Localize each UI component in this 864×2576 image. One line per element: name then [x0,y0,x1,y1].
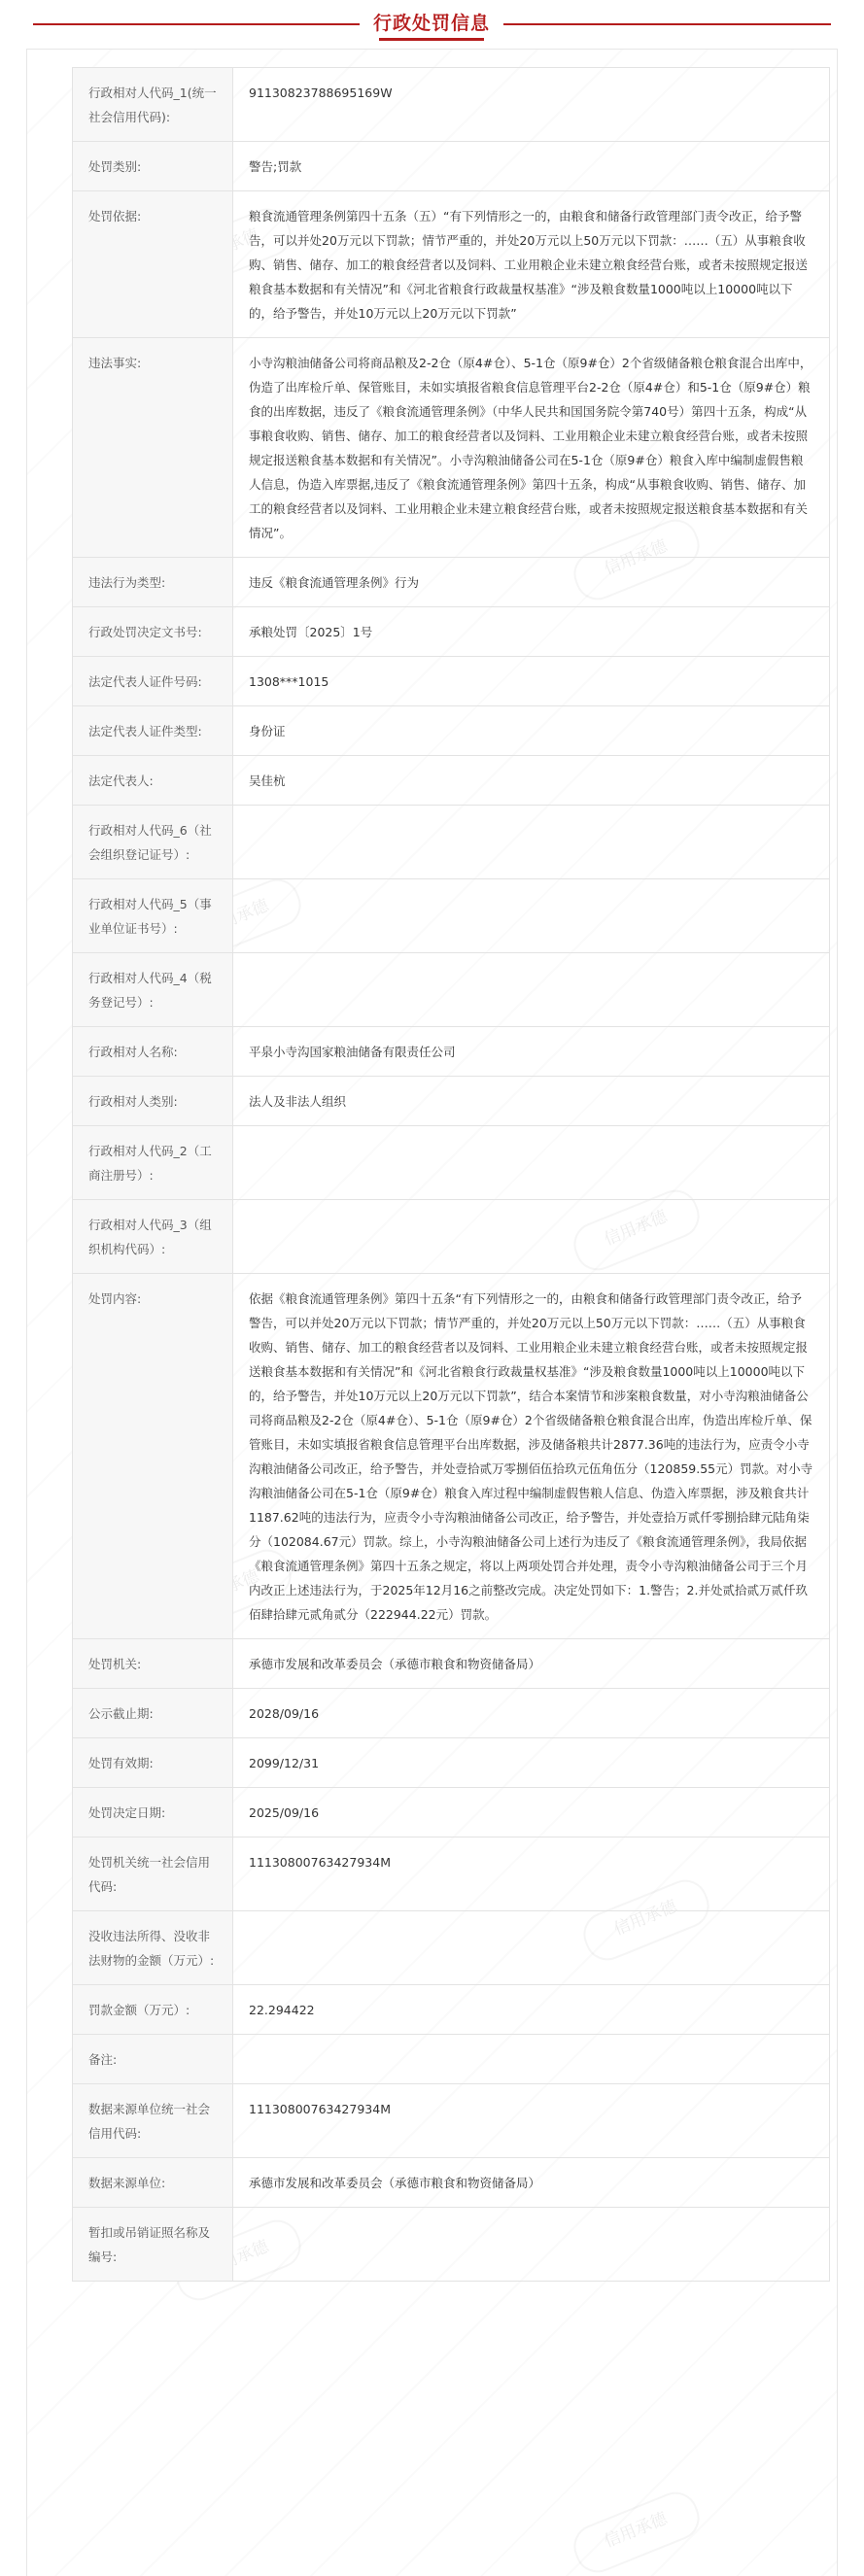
field-label: 行政相对人代码_6（社会组织登记证号）: [73,806,233,879]
field-label: 行政相对人代码_4（税务登记号）: [73,953,233,1027]
field-value: 承德市发展和改革委员会（承德市粮食和物资储备局） [233,1639,830,1689]
field-value: 1308***1015 [233,657,830,706]
watermark-stamp: 信用承德 [568,2486,707,2576]
field-value: 91130823788695169W [233,68,830,142]
field-label: 处罚类别: [73,142,233,191]
info-row [73,558,830,607]
field-label: 处罚依据: [73,191,233,338]
field-label: 行政相对人代码_5（事业单位证书号）: [73,879,233,953]
field-value: 吴佳杭 [233,756,830,806]
info-row [73,2084,830,2158]
field-value [233,879,830,953]
field-value: 承粮处罚〔2025〕1号 [233,607,830,657]
field-label: 行政相对人代码_3（组织机构代码）: [73,1200,233,1274]
field-value: 警告;罚款 [233,142,830,191]
field-value: 承德市发展和改革委员会（承德市粮食和物资储备局） [233,2158,830,2208]
field-label: 行政相对人代码_1(统一社会信用代码): [73,68,233,142]
field-label: 法定代表人: [73,756,233,806]
field-label: 法定代表人证件类型: [73,706,233,756]
info-row [73,338,830,558]
info-row [73,1985,830,2035]
field-label: 备注: [73,2035,233,2084]
field-value [233,1126,830,1200]
section-title: 行政处罚信息 [372,13,490,34]
watermark-stamp: 信用承德 [577,1873,716,1968]
info-row [73,1838,830,1911]
field-value: 粮食流通管理条例第四十五条（五）“有下列情形之一的，由粮食和储备行政管理部门责令改正，给予警告，可以并处20万元以下罚款；情节严重的，并处20万元以上50万元以下罚款：……（五）从事粮食收购、销售、储存、加工的粮食经营者以及饲料、工业用粮企业未建立粮食经营台账，或者未按照规定报送粮食基本数据和有关情况”和《河北省粮食行政裁量权基准》“涉及粮食数量1000吨以上10000吨以下的，给予警告，并处10万元以上20万元以下罚款” [233,191,830,338]
field-value [233,1200,830,1274]
info-row [73,2158,830,2208]
field-value: 2025/09/16 [233,1788,830,1838]
info-row [73,2035,830,2084]
field-value [233,806,830,879]
info-row [73,1027,830,1077]
penalty-info-table [72,67,830,2282]
info-row [73,806,830,879]
info-row [73,2208,830,2282]
field-label: 处罚机关: [73,1639,233,1689]
field-label: 行政相对人名称: [73,1027,233,1077]
info-row [73,607,830,657]
info-row [73,1689,830,1738]
field-label: 没收违法所得、没收非法财物的金额（万元）: [73,1911,233,1985]
field-label: 行政处罚决定文书号: [73,607,233,657]
field-value: 2028/09/16 [233,1689,830,1738]
watermark-stamp: 信用承德 [568,1184,707,1278]
info-row [73,1639,830,1689]
field-label: 违法行为类型: [73,558,233,607]
info-row [73,706,830,756]
field-value [233,2208,830,2282]
field-value [233,2035,830,2084]
field-value [233,953,830,1027]
field-label: 处罚内容: [73,1274,233,1639]
field-label: 违法事实: [73,338,233,558]
field-label: 公示截止期: [73,1689,233,1738]
watermark-stamp: 信用承德 [568,513,707,607]
field-label: 法定代表人证件号码: [73,657,233,706]
field-label: 处罚决定日期: [73,1788,233,1838]
field-value: 违反《粮食流通管理条例》行为 [233,558,830,607]
info-row [73,953,830,1027]
field-label: 数据来源单位统一社会信用代码: [73,2084,233,2158]
field-value: 身份证 [233,706,830,756]
field-label: 行政相对人代码_2（工商注册号）: [73,1126,233,1200]
info-row [73,756,830,806]
header-rule-right [503,23,831,25]
info-row [73,1274,830,1639]
info-row [73,657,830,706]
field-label: 暂扣或吊销证照名称及编号: [73,2208,233,2282]
field-value: 小寺沟粮油储备公司将商品粮及2-2仓（原4#仓）、5-1仓（原9#仓）2个省级储备粮仓粮食混合出库中，伪造了出库检斤单、保管账目，未如实填报省粮食信息管理平台2-2仓（原4#仓）和5-1仓（原9#仓）粮食的出库数据，违反了《粮食流通管理条例》（中华人民共和国国务院令第740号）第四十五条，构成“从事粮食收购、销售、储存、加工的粮食经营者以及饲料、工业用粮企业未建立粮食经营台账，或者未按照规定报送粮食基本数据和有关情况”。小寺沟粮油储备公司在5-1仓（原9#仓）粮食入库中编制虚假售粮人信息，伪造入库票据,违反了《粮食流通管理条例》第四十五条，构成“从事粮食收购、销售、储存、加工的粮食经营者以及饲料、工业用粮企业未建立粮食经营台账，或者未按照规定报送粮食基本数据和有关情况”。 [233,338,830,558]
info-row [73,1911,830,1985]
info-row [73,1788,830,1838]
info-row [73,1200,830,1274]
field-label: 行政相对人类别: [73,1077,233,1126]
field-value: 法人及非法人组织 [233,1077,830,1126]
header-rule-left [33,23,360,25]
field-value [233,1911,830,1985]
info-row [73,879,830,953]
section-header [0,0,864,47]
watermark-stamp: 信用承德 [169,873,308,967]
field-value: 22.294422 [233,1985,830,2035]
info-row [73,68,830,142]
field-value: 11130800763427934M [233,2084,830,2158]
field-value: 依据《粮食流通管理条例》第四十五条“有下列情形之一的，由粮食和储备行政管理部门责令改正，给予警告，可以并处20万元以下罚款；情节严重的，并处20万元以上50万元以下罚款：……（五）从事粮食收购、销售、储存、加工的粮食经营者以及饲料、工业用粮企业未建立粮食经营台账，或者未按照规定报送粮食基本数据和有关情况”和《河北省粮食行政裁量权基准》“涉及粮食数量1000吨以上10000吨以下的，给予警告，并处10万元以上20万元以下罚款”，结合本案情节和涉案粮食数量，对小寺沟粮油储备公司将商品粮及2-2仓（原4#仓）、5-1仓（原9#仓）2个省级储备粮仓粮食混合出库，伪造出库检斤单、保管账目，未如实填报省粮食信息管理平台出库数据，涉及储备粮共计2877.36吨的违法行为，应责令小寺沟粮油储备公司改正，给予警告，并处壹拾贰万零捌佰伍拾玖元伍角伍分（120859.55元）罚款。对小寺沟粮油储备公司在5-1仓（原9#仓）粮食入库过程中编制虚假售粮人信息、伪造入库票据，涉及粮食共计1187.62吨的违法行为，应责令小寺沟粮油储备公司改正，给予警告，并处壹拾万贰仟零捌拾肆元陆角柒分（102084.67元）罚款。综上，小寺沟粮油储备公司上述行为违反了《粮食流通管理条例》，我局依据《粮食流通管理条例》第四十五条之规定，将以上两项处罚合并处理，责令小寺沟粮油储备公司于三个月内改正上述违法行为，于2025年12月16之前整改完成。决定处罚如下：1.警告；2.并处贰拾贰万贰仟玖佰肆拾肆元贰角贰分（222944.22元）罚款。 [233,1274,830,1639]
info-row [73,191,830,338]
info-row [73,1738,830,1788]
info-row [73,142,830,191]
info-panel [26,49,838,2576]
header-title-wrap [360,6,503,41]
field-value: 2099/12/31 [233,1738,830,1788]
field-label: 数据来源单位: [73,2158,233,2208]
field-label: 罚款金额（万元）: [73,1985,233,2035]
field-value: 平泉小寺沟国家粮油储备有限责任公司 [233,1027,830,1077]
field-label: 处罚有效期: [73,1738,233,1788]
title-underline [379,38,484,41]
field-value: 11130800763427934M [233,1838,830,1911]
info-row [73,1077,830,1126]
watermark-stamp: 信用承德 [169,2214,308,2308]
field-label: 处罚机关统一社会信用代码: [73,1838,233,1911]
info-row [73,1126,830,1200]
